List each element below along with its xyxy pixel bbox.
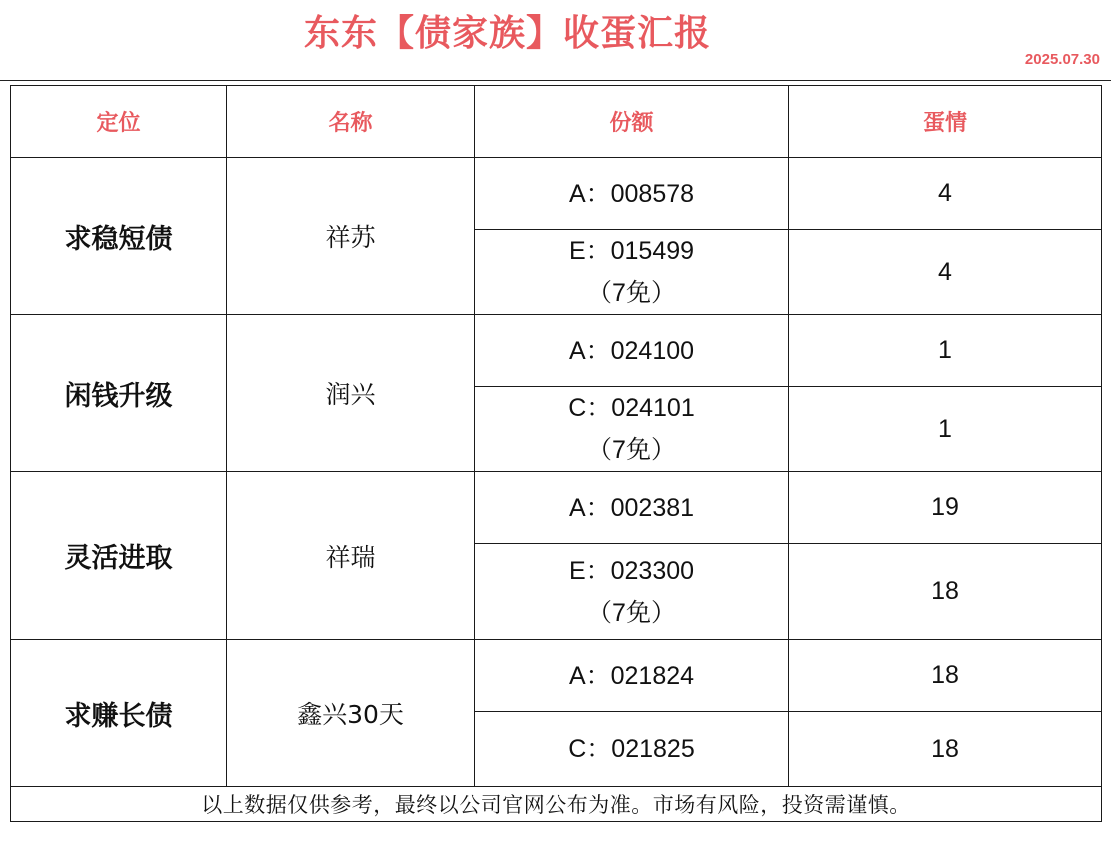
header-name: 名称 [227, 86, 475, 158]
top-divider [0, 80, 1111, 81]
fund-table [10, 85, 1102, 822]
report-title: 东东【债家族】收蛋汇报 [303, 13, 711, 54]
share-note: （7免） [587, 436, 676, 464]
disclaimer-text: 以上数据仅供参考，最终以公司官网公布为准。市场有风险，投资需谨慎。 [11, 787, 1102, 822]
share-code: A：024100 [568, 336, 695, 365]
egg-cell: 4 [789, 230, 1102, 315]
share-code: E：023300 [568, 556, 695, 585]
fund-name-cell: 润兴 [227, 315, 475, 472]
share-cell [475, 712, 789, 787]
category-cell: 求赚长债 [11, 640, 227, 787]
share-code: A：008578 [568, 179, 695, 208]
share-cell [475, 472, 789, 544]
share-cell [475, 230, 789, 315]
egg-cell: 1 [789, 387, 1102, 472]
header-share: 份额 [475, 86, 789, 158]
table-row [11, 158, 1102, 230]
fund-name-cell: 祥瑞 [227, 472, 475, 640]
egg-cell: 19 [789, 472, 1102, 544]
header-egg: 蛋情 [789, 86, 1102, 158]
category-cell: 求稳短债 [11, 158, 227, 315]
share-cell [475, 158, 789, 230]
footer-row [11, 787, 1102, 822]
egg-cell: 18 [789, 712, 1102, 787]
egg-cell: 4 [789, 158, 1102, 230]
share-note: （7免） [587, 279, 676, 307]
table-row [11, 472, 1102, 544]
share-cell [475, 640, 789, 712]
header-row [11, 86, 1102, 158]
category-cell: 闲钱升级 [11, 315, 227, 472]
report-date: 2025.07.30 [1024, 51, 1100, 68]
share-code: A：021824 [568, 661, 695, 690]
share-note: （7免） [587, 598, 676, 627]
header-position: 定位 [11, 86, 227, 158]
egg-cell: 18 [789, 544, 1102, 640]
share-code: E：015499 [568, 237, 695, 265]
fund-name-cell: 鑫兴30天 [227, 640, 475, 787]
category-cell: 灵活进取 [11, 472, 227, 640]
share-code: C：021825 [568, 735, 695, 763]
share-cell [475, 387, 789, 472]
share-cell [475, 544, 789, 640]
egg-cell: 1 [789, 315, 1102, 387]
table-row [11, 640, 1102, 712]
share-cell [475, 315, 789, 387]
share-code: C：024101 [568, 394, 695, 422]
table-row [11, 315, 1102, 387]
egg-cell: 18 [789, 640, 1102, 712]
share-code: A：002381 [568, 493, 695, 522]
fund-name-cell: 祥苏 [227, 158, 475, 315]
